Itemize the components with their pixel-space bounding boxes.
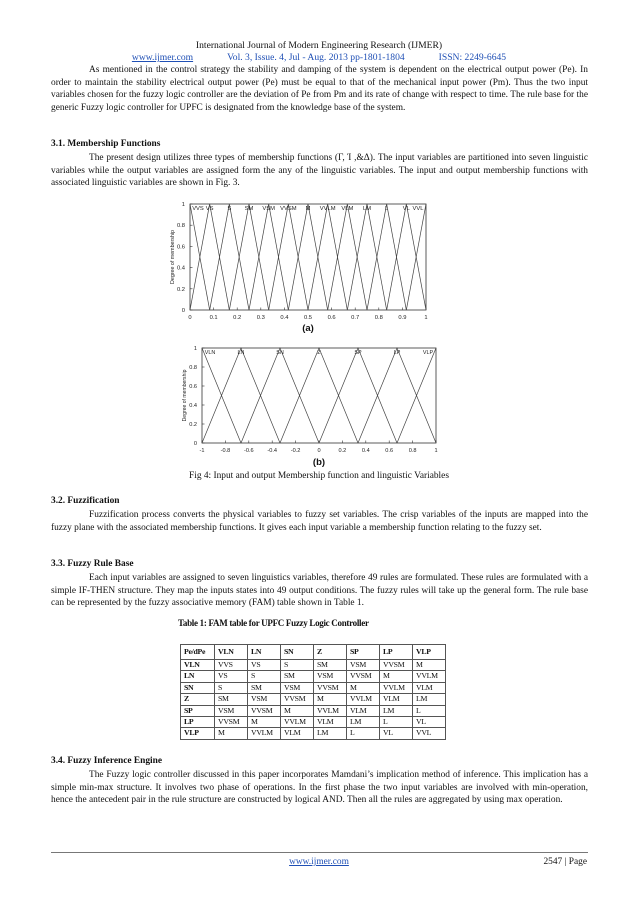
membership-curve-ln	[202, 348, 280, 443]
table-cell: M	[347, 682, 380, 693]
section-heading-membership: 3.1. Membership Functions	[51, 139, 161, 149]
table-header-cell: LN	[248, 645, 281, 660]
y-tick-label: 0	[181, 308, 185, 314]
membership-curve-vvlm	[305, 204, 347, 310]
table-cell: VSM	[314, 671, 347, 682]
table-cell: LM	[347, 717, 380, 728]
table-cell: LM	[314, 728, 347, 739]
table-cell: SN	[181, 682, 215, 693]
table-cell: VSM	[347, 660, 380, 671]
table-cell: VLM	[380, 694, 413, 705]
membership-curve-s	[210, 204, 249, 310]
x-tick-label: 0.1	[209, 315, 218, 321]
table-cell: M	[248, 717, 281, 728]
table-header-cell: Pe/dPe	[181, 645, 215, 660]
series-label: VS	[205, 206, 214, 212]
x-tick-label: -0.4	[267, 448, 278, 454]
table-cell: S	[281, 660, 314, 671]
table-cell: VVLM	[281, 717, 314, 728]
table-cell: LP	[181, 717, 215, 728]
membership-curve-lp	[358, 348, 436, 443]
table-cell: VVLM	[248, 728, 281, 739]
membership-chart-b	[164, 340, 454, 470]
table-cell: M	[314, 694, 347, 705]
table-cell: L	[380, 717, 413, 728]
intro-paragraph: As mentioned in the control strategy the stability and damping of the system is dependent on the electrical output power (Pe). In order to maintain the stability electrical output power (Pe) must be equal to that of the mechanical input power (Pm). Thus the two input variables chosen for the fuzzy logic controller are the deviation of Pe from Pm and its rate of change with respect to time. The rule base for the generic Fuzzy logic controller for UPFC is designated from the knowledge base of the system.	[51, 65, 588, 113]
y-tick-label: 0.6	[189, 384, 197, 390]
table-cell: VLM	[314, 717, 347, 728]
table-cell: VLM	[281, 728, 314, 739]
section-text-fuzzification: Fuzzification process converts the physical variables to fuzzy set variables. The crisp variables of the inputs are mapped into the fuzzy plane with the associated membership functions. It gives each input variable a membership function relating to the fuzzy set.	[51, 510, 588, 533]
table-row	[181, 705, 446, 716]
series-label: VVSM	[280, 206, 297, 212]
membership-curve-m	[288, 204, 327, 310]
x-tick-label: -1	[199, 448, 205, 454]
membership-curve-sm	[229, 204, 268, 310]
membership-curve-vs	[190, 204, 232, 310]
table-cell: M	[413, 660, 446, 671]
table-cell: VSM	[215, 705, 248, 716]
page-number: 2547 | Page	[543, 857, 587, 867]
section-heading-fuzzification: 3.2. Fuzzification	[51, 496, 120, 506]
series-label: VVL	[412, 206, 424, 212]
plot-frame	[190, 204, 426, 310]
section-text-inference: The Fuzzy logic controller discussed in this paper incorporates Mamdani’s implication method of inference. This implication has a simple min-max structure. It involves two phase of operations. In the first phase the two input variables are involved with min-operation, hence the antecedent pair in the rule structure are constructed by logical AND. Then all the rules are aggregated by using max operation.	[51, 770, 588, 806]
table-row	[181, 660, 446, 671]
x-tick-label: 0.3	[256, 315, 265, 321]
series-label: VLM	[341, 206, 354, 212]
table-cell: M	[281, 705, 314, 716]
table-cell: SM	[215, 694, 248, 705]
table-header-cell: VLP	[413, 645, 446, 660]
table-cell: VSM	[281, 682, 314, 693]
membership-curve-sp	[319, 348, 397, 443]
footer-divider	[51, 852, 588, 853]
panel-label: (b)	[312, 457, 326, 468]
fam-table	[180, 644, 446, 740]
x-tick-label: 0.6	[385, 448, 394, 454]
plot-frame	[202, 348, 436, 443]
table-cell: SM	[281, 671, 314, 682]
table-cell: VVSM	[248, 705, 281, 716]
table-header-cell: SP	[347, 645, 380, 660]
x-tick-label: -0.8	[220, 448, 231, 454]
table-cell: VVSM	[314, 682, 347, 693]
series-label: M	[305, 206, 311, 212]
table-cell: LN	[181, 671, 215, 682]
series-label: VLP	[422, 350, 434, 356]
y-tick-label: 0.6	[176, 244, 185, 251]
y-tick-label: 0.8	[176, 223, 185, 230]
x-tick-label: 1	[434, 448, 438, 454]
series-label: VLN	[204, 350, 216, 356]
table-cell: VS	[215, 671, 248, 682]
header-issn: ISSN: 2249-6645	[438, 52, 507, 63]
table-cell: L	[347, 728, 380, 739]
y-tick-label: 1	[193, 346, 197, 352]
table-cell: S	[215, 682, 248, 693]
series-label: S	[227, 206, 232, 212]
table-cell: LM	[413, 694, 446, 705]
series-label: LP	[393, 350, 401, 356]
table-cell: SM	[248, 682, 281, 693]
x-tick-label: 0.5	[303, 315, 313, 321]
table-header-cell: SN	[281, 645, 314, 660]
y-tick-label: 1	[181, 202, 185, 208]
x-tick-label: 0	[188, 315, 192, 321]
x-tick-label: -0.6	[243, 448, 254, 454]
table-cell: VVSM	[380, 660, 413, 671]
y-tick-label: 0.4	[176, 265, 185, 272]
table-row	[181, 717, 446, 728]
table-cell: LM	[380, 705, 413, 716]
membership-curve-sn	[241, 348, 319, 443]
table-cell: SP	[181, 705, 215, 716]
table-cell: VVLM	[413, 671, 446, 682]
series-label: SN	[276, 350, 284, 356]
table-cell: M	[380, 671, 413, 682]
x-tick-label: -0.2	[290, 448, 301, 454]
y-tick-label: 0.8	[189, 365, 197, 371]
membership-curve-lm	[347, 204, 386, 310]
series-label: LM	[362, 206, 372, 212]
table-cell: VVSM	[281, 694, 314, 705]
membership-curve-z	[280, 348, 358, 443]
y-tick-label: 0.4	[189, 403, 197, 409]
membership-curve-vsm	[249, 204, 288, 310]
table-header-cell: LP	[380, 645, 413, 660]
y-axis-label: Degree of membership	[182, 369, 188, 422]
x-tick-label: 0.8	[408, 448, 417, 454]
table-cell: VL	[413, 717, 446, 728]
table-cell: VSM	[248, 694, 281, 705]
x-tick-label: 0	[317, 448, 321, 454]
y-tick-label: 0.2	[176, 286, 185, 293]
table-cell: L	[413, 705, 446, 716]
x-tick-label: 1	[424, 315, 428, 321]
header-website-link[interactable]: www.ijmer.com	[131, 52, 194, 63]
series-label: SM	[244, 206, 254, 212]
table-cell: VL	[380, 728, 413, 739]
membership-curve-vl	[387, 204, 426, 310]
footer-website-link[interactable]: www.ijmer.com	[289, 857, 349, 867]
table-cell: VLN	[181, 660, 215, 671]
table-header-cell: VLN	[215, 645, 248, 660]
x-tick-label: 0.2	[233, 315, 242, 321]
table-cell: VVL	[413, 728, 446, 739]
series-label: VVS	[192, 206, 204, 212]
series-label: VSM	[262, 206, 275, 212]
section-text-membership: The present design utilizes three types of membership functions (Γ, Ί ,&Δ). The input variables are partitioned into seven linguistic variables while the output variables are assigned form the any of the linguistic variables. The input and output membership functions with associated linguistic variables are shown in Fig. 3.	[51, 153, 588, 189]
table-cell: VLP	[181, 728, 215, 739]
membership-curve-l	[367, 204, 406, 310]
table-cell: SM	[314, 660, 347, 671]
table-row	[181, 728, 446, 739]
table-cell: VVSM	[215, 717, 248, 728]
membership-curve-vlm	[328, 204, 367, 310]
series-label: LN	[237, 350, 245, 356]
series-label: VL	[402, 206, 410, 212]
page-header	[0, 40, 638, 64]
series-label: VVLM	[319, 206, 336, 212]
x-tick-label: 0.2	[338, 448, 347, 454]
series-label: SP	[354, 350, 362, 356]
figure-caption: Fig 4: Input and output Membership function and linguistic Variables	[189, 471, 449, 481]
x-tick-label: 0.6	[327, 315, 336, 321]
table-cell: VVS	[215, 660, 248, 671]
journal-name: International Journal of Modern Engineering Research (IJMER)	[195, 40, 443, 51]
table-cell: VS	[248, 660, 281, 671]
x-tick-label: 0.4	[361, 448, 370, 454]
x-tick-label: 0.7	[351, 315, 360, 321]
x-tick-label: 0.4	[280, 315, 289, 321]
y-tick-label: 0	[193, 441, 197, 447]
panel-label: (a)	[302, 323, 314, 334]
table-cell: VVLM	[314, 705, 347, 716]
table-row	[181, 671, 446, 682]
table-cell: VVSM	[347, 671, 380, 682]
table-cell: VVLM	[347, 694, 380, 705]
table-cell: S	[248, 671, 281, 682]
table-cell: Z	[181, 694, 215, 705]
section-text-rule-base: Each input variables are assigned to seven linguistics variables, therefore 49 rules are formulated. These rules are formulated with a simple IF-THEN structure. They map the inputs states into 49 output conditions. The fuzzy rules will take up the general form. The rule base can be represented by the fuzzy associative memory (FAM) table shown in Table 1.	[51, 573, 588, 609]
header-volume: Vol. 3, Issue. 4, Jul - Aug. 2013 pp-1801-1804	[227, 52, 405, 63]
table-cell: VLM	[413, 682, 446, 693]
y-tick-label: 0.2	[189, 422, 197, 428]
membership-curve-vvsm	[269, 204, 308, 310]
x-tick-label: 0.8	[374, 315, 383, 321]
table-row	[181, 682, 446, 693]
series-label: Z	[317, 350, 321, 356]
table-cell: VVLM	[380, 682, 413, 693]
section-heading-rule-base: 3.3. Fuzzy Rule Base	[51, 559, 134, 569]
table-cell: M	[215, 728, 248, 739]
y-axis-label: Degree of membership	[170, 230, 176, 284]
table-header-row	[181, 645, 446, 660]
table-cell: VLM	[347, 705, 380, 716]
table-row	[181, 694, 446, 705]
table-title: Table 1: FAM table for UPFC Fuzzy Logic Controller	[178, 618, 369, 628]
section-heading-inference: 3.4. Fuzzy Inference Engine	[51, 756, 163, 766]
table-header-cell: Z	[314, 645, 347, 660]
x-tick-label: 0.9	[398, 315, 407, 321]
series-label: L	[385, 206, 389, 212]
membership-chart-a	[164, 195, 454, 337]
